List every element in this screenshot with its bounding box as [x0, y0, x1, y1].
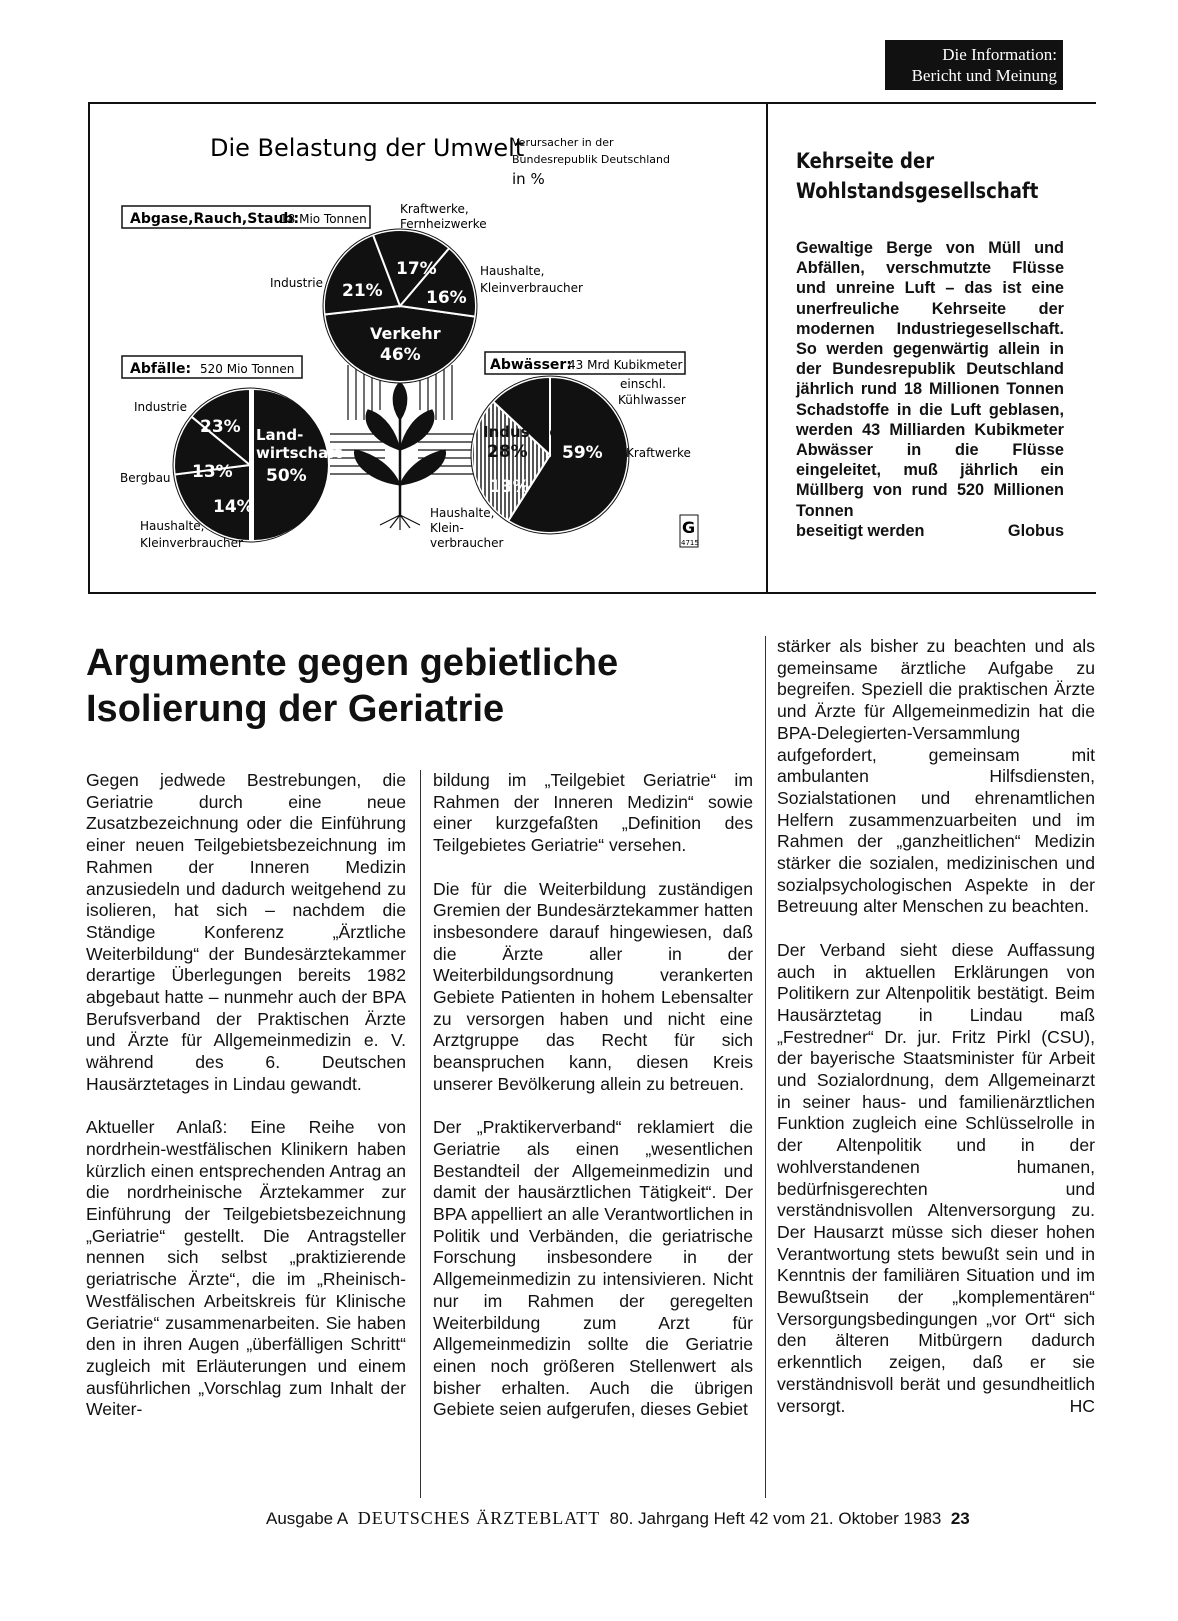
- infographic-title: Die Belastung der Umwelt: [210, 134, 525, 162]
- article-column-2: [433, 770, 753, 1443]
- footer-issue: 80. Jahrgang Heft 42 vom 21. Oktober 1983: [609, 1509, 942, 1528]
- section-tag-line2: Bericht und Meinung: [911, 66, 1057, 85]
- pie2-value-13: 13%: [192, 462, 233, 482]
- pie2-label-hh2: Kleinverbraucher: [140, 536, 243, 550]
- infographic-subtitle-1: Verursacher in der: [512, 136, 614, 149]
- footer-journal: DEUTSCHES ÄRZTEBLATT: [357, 1508, 601, 1528]
- pie1-value-46: 46%: [380, 345, 421, 365]
- article-column-1: [86, 770, 406, 1443]
- col2-paragraph-3: Der „Praktikerverband“ reklamiert die Geriatrie als einen „wesentlichen Bestandteil der Allgemeinmedizin und damit der hausärztlichen Tätigkeit“. Der BPA appelliert an alle Verantwortlichen in Politik und Verbänden, die geriatrische Forschung insbesondere in der Allgemeinmedizin zu intensivieren. Nicht nur im Rahmen der geregelten Weiterbildung zum Arzt für Allgemeinmedizin sollte die Geriatrie einen noch größeren Stellenwert als bisher erhalten. Auch die übrigen Gebiete seien aufgerufen, dieses Gebiet: [433, 1117, 753, 1420]
- sidebar-title-line1: Kehrseite der: [796, 149, 935, 173]
- pie1-title: Abgase,Rauch,Staub:: [130, 211, 300, 227]
- pie1-value-17: 17%: [396, 259, 437, 279]
- footer-page-number: 23: [950, 1509, 970, 1528]
- page-footer: [266, 1508, 1096, 1529]
- environment-infographic: [100, 120, 760, 580]
- footer-edition: Ausgabe A: [266, 1509, 349, 1528]
- sidebar-last-left: beseitigt werden: [796, 521, 925, 540]
- pie1-value-16: 16%: [426, 288, 467, 308]
- col2-paragraph-2: Die für die Weiterbildung zuständigen Gremien der Bundesärztekammer hatten insbesondere darauf hingewiesen, daß die Ärzte aller in der Weiterbildungsordnung verankerten Gebiete Patienten in hohem Lebensalter zu versorgen haben und nicht eine Arztgruppe das Recht für sich beanspruchen kann, diesen Kreis unserer Bevölkerung allein zu betreuen.: [433, 878, 753, 1094]
- pie2-label-hh1: Haushalte,: [140, 519, 205, 533]
- pie1-label-hh1: Haushalte,: [480, 264, 545, 278]
- article-headline: [86, 640, 726, 732]
- pie2-value-14: 14%: [213, 497, 254, 517]
- infographic-subtitle-3: in %: [512, 170, 545, 188]
- pie2-label-industrie: Industrie: [134, 400, 187, 414]
- pie2-title: Abfälle:: [130, 361, 192, 377]
- pie3-label-hh1: Haushalte,: [430, 506, 495, 520]
- section-tag: [885, 40, 1063, 90]
- pie1-label-industrie: Industrie: [270, 276, 323, 290]
- infographic-subtitle-2: Bundesrepublik Deutschland: [512, 153, 670, 166]
- pie3-label-industrie: Industrie: [483, 423, 560, 441]
- pie2-label-land2: wirtschaft: [256, 444, 342, 462]
- pie3-total: 43 Mrd Kubikmeter: [568, 358, 683, 372]
- section-tag-line1: Die Information:: [942, 45, 1057, 64]
- sidebar-title: [796, 146, 1045, 206]
- col1-paragraph-1: Gegen jedwede Bestrebungen, die Geriatrie durch eine neue Zusatzbezeichnung oder die Einführung einer neuen Teilgebietsbezeichnung im Rahmen der Inneren Medizin anzusiedeln und dadurch weitgehend zu isolieren, hat sich – nachdem die Ständige Konferenz „Ärztliche Weiterbildung“ der Bundesärztekammer derartige Überlegungen bereits 1982 abgebaut hatte – nunmehr auch der BPA Berufsverband der Praktischen Ärzte und Ärzte für Allgemeinmedizin e. V. während des 6. Deutschen Hausärztetages in Lindau gewandt.: [86, 770, 406, 1094]
- pie3-title: Abwässer:: [490, 357, 572, 373]
- box-bottom-rule: [88, 592, 1096, 594]
- headline-line2: Isolierung der Geriatrie: [86, 688, 505, 730]
- box-left-rule: [88, 102, 90, 594]
- pie3-value-28: 28%: [487, 442, 528, 462]
- sidebar-body: Gewaltige Berge von Müll und Abfällen, verschmutzte Flüsse und unreine Luft – das ist eine unerfreuliche Kehrseite der modernen Industriegesellschaft. So werden gegenwärtig allein in der Bundesrepublik Deutschland jährlich rund 18 Millionen Tonnen Schadstoffe in die Luft geblasen, werden 43 Milliarden Kubikmeter Abwässer in die Flüsse eingeleitet, muß jährlich ein Müllberg von rund 520 Millionen Tonnen: [796, 239, 1064, 520]
- pie1-label-kw2: Fernheizwerke: [400, 217, 487, 231]
- source-number: 4715: [681, 539, 699, 547]
- pie3-label-kraftwerke: Kraftwerke: [626, 446, 691, 460]
- pie3-value-59: 59%: [562, 443, 603, 463]
- col3-paragraph-2-text: Der Verband sieht diese Auffassung auch in aktuellen Erklärungen von Politikern zur Altenpolitik bestätigt. Beim Hausärztetag in Lindau maß „Festredner“ Dr. jur. Fritz Pirkl (CSU), der bayerische Staatsminister für Arbeit und Sozialordnung, dem Allgemeinarzt in seiner haus- und familienärztlichen Funktion zugleich eine Schlüsselrolle in der Altenpolitik und in der wohlverstandenen humanen, bedürfnisgerechten und verständnisvollen Altenversorgung zu. Der Hausarzt müsse sich dieser hohen Verantwortung stets bewußt sein und in Kenntnis der familiären Situation und im Bewußtsein der „komplementären“ Versorgungsbedingungen „vor Ort“ sich den älteren Mitbürgern dadurch erkenntlich zeigen, daß er sie verständnisvoll berät und gesundheitlich versorgt.: [777, 939, 1095, 1416]
- sidebar-divider: [766, 102, 768, 594]
- pie1-label-verkehr: Verkehr: [370, 324, 441, 343]
- headline-line1: Argumente gegen gebietliche: [86, 642, 619, 684]
- pie2-label-land1: Land-: [256, 426, 304, 444]
- pie1-total: 18 Mio Tonnen: [280, 212, 367, 226]
- pie2-label-bergbau: Bergbau: [120, 471, 171, 485]
- pie2-slice-landwirtschaft: [253, 389, 329, 541]
- pie2-value-23: 23%: [200, 417, 241, 437]
- pie3-label-hh3: verbraucher: [430, 536, 504, 550]
- sidebar-title-line2: Wohlstandsgesellschaft: [796, 179, 1039, 203]
- globus-logo-icon: G: [682, 518, 696, 537]
- pie1-slice-verkehr: [324, 306, 475, 382]
- sidebar-last-line: [796, 521, 1064, 541]
- pie1-label-kw1: Kraftwerke,: [400, 202, 469, 216]
- pie3-note-2: Kühlwasser: [618, 393, 686, 407]
- pie2-total: 520 Mio Tonnen: [200, 362, 295, 376]
- column-rule-2: [765, 636, 766, 1498]
- pie3-label-hh2: Klein-: [430, 521, 464, 535]
- column-rule-1: [420, 770, 421, 1498]
- pie2-value-50: 50%: [266, 466, 307, 486]
- pie1-value-21: 21%: [342, 281, 383, 301]
- col1-paragraph-2: Aktueller Anlaß: Eine Reihe von nordrhein-westfälischen Klinikern haben kürzlich einen entsprechenden Antrag an die nordrheinische Ärztekammer zur Einführung der Teilgebietsbezeichnung „Geriatrie“ gestellt. Die Antragsteller nennen sich selbst „praktizierende geriatrische Ärzte“, die im „Rheinisch-Westfälischen Arbeitskreis für Klinische Geriatrie“ zusammenarbeiten. Sie haben den in ihren Augen „überfälligen Schritt“ zugleich mit Erläuterungen und einem ausführlichen „Vorschlag zum Inhalt der Weiter-: [86, 1117, 406, 1420]
- pie3-note-1: einschl.: [620, 377, 666, 391]
- article-column-3: [777, 636, 1095, 1417]
- sidebar-text: [796, 238, 1064, 541]
- pie3-value-13: 13%: [489, 477, 530, 497]
- col3-paragraph-1: stärker als bisher zu beachten und als gemeinsame ärztliche Aufgabe zu begreifen. Speziell die praktischen Ärzte und Ärzte für Allgemeinmedizin hat die BPA-Delegierten-Versammlung aufgefordert, gemeinsam mit ambulanten Hilfsdiensten, Sozialstationen und ehrenamtlichen Helfern zusammenzuarbeiten und im Rahmen der „ganzheitlichen“ Medizin stärker die sozialen, medizinischen und sozialpsychologischen Aspekte in der Betreuung alter Menschen zu beachten.: [777, 636, 1095, 917]
- col3-paragraph-2: [777, 940, 1095, 1417]
- col2-paragraph-1: bildung im „Teilgebiet Geriatrie“ im Rahmen der Inneren Medizin“ sowie einer kurzgefaßten „Definition des Teilgebietes Geriatrie“ versehen.: [433, 770, 753, 856]
- sidebar-credit: Globus: [1007, 521, 1064, 540]
- box-top-rule: [88, 102, 1096, 104]
- author-initials: HC: [1069, 1395, 1095, 1416]
- pie1-label-hh2: Kleinverbraucher: [480, 281, 583, 295]
